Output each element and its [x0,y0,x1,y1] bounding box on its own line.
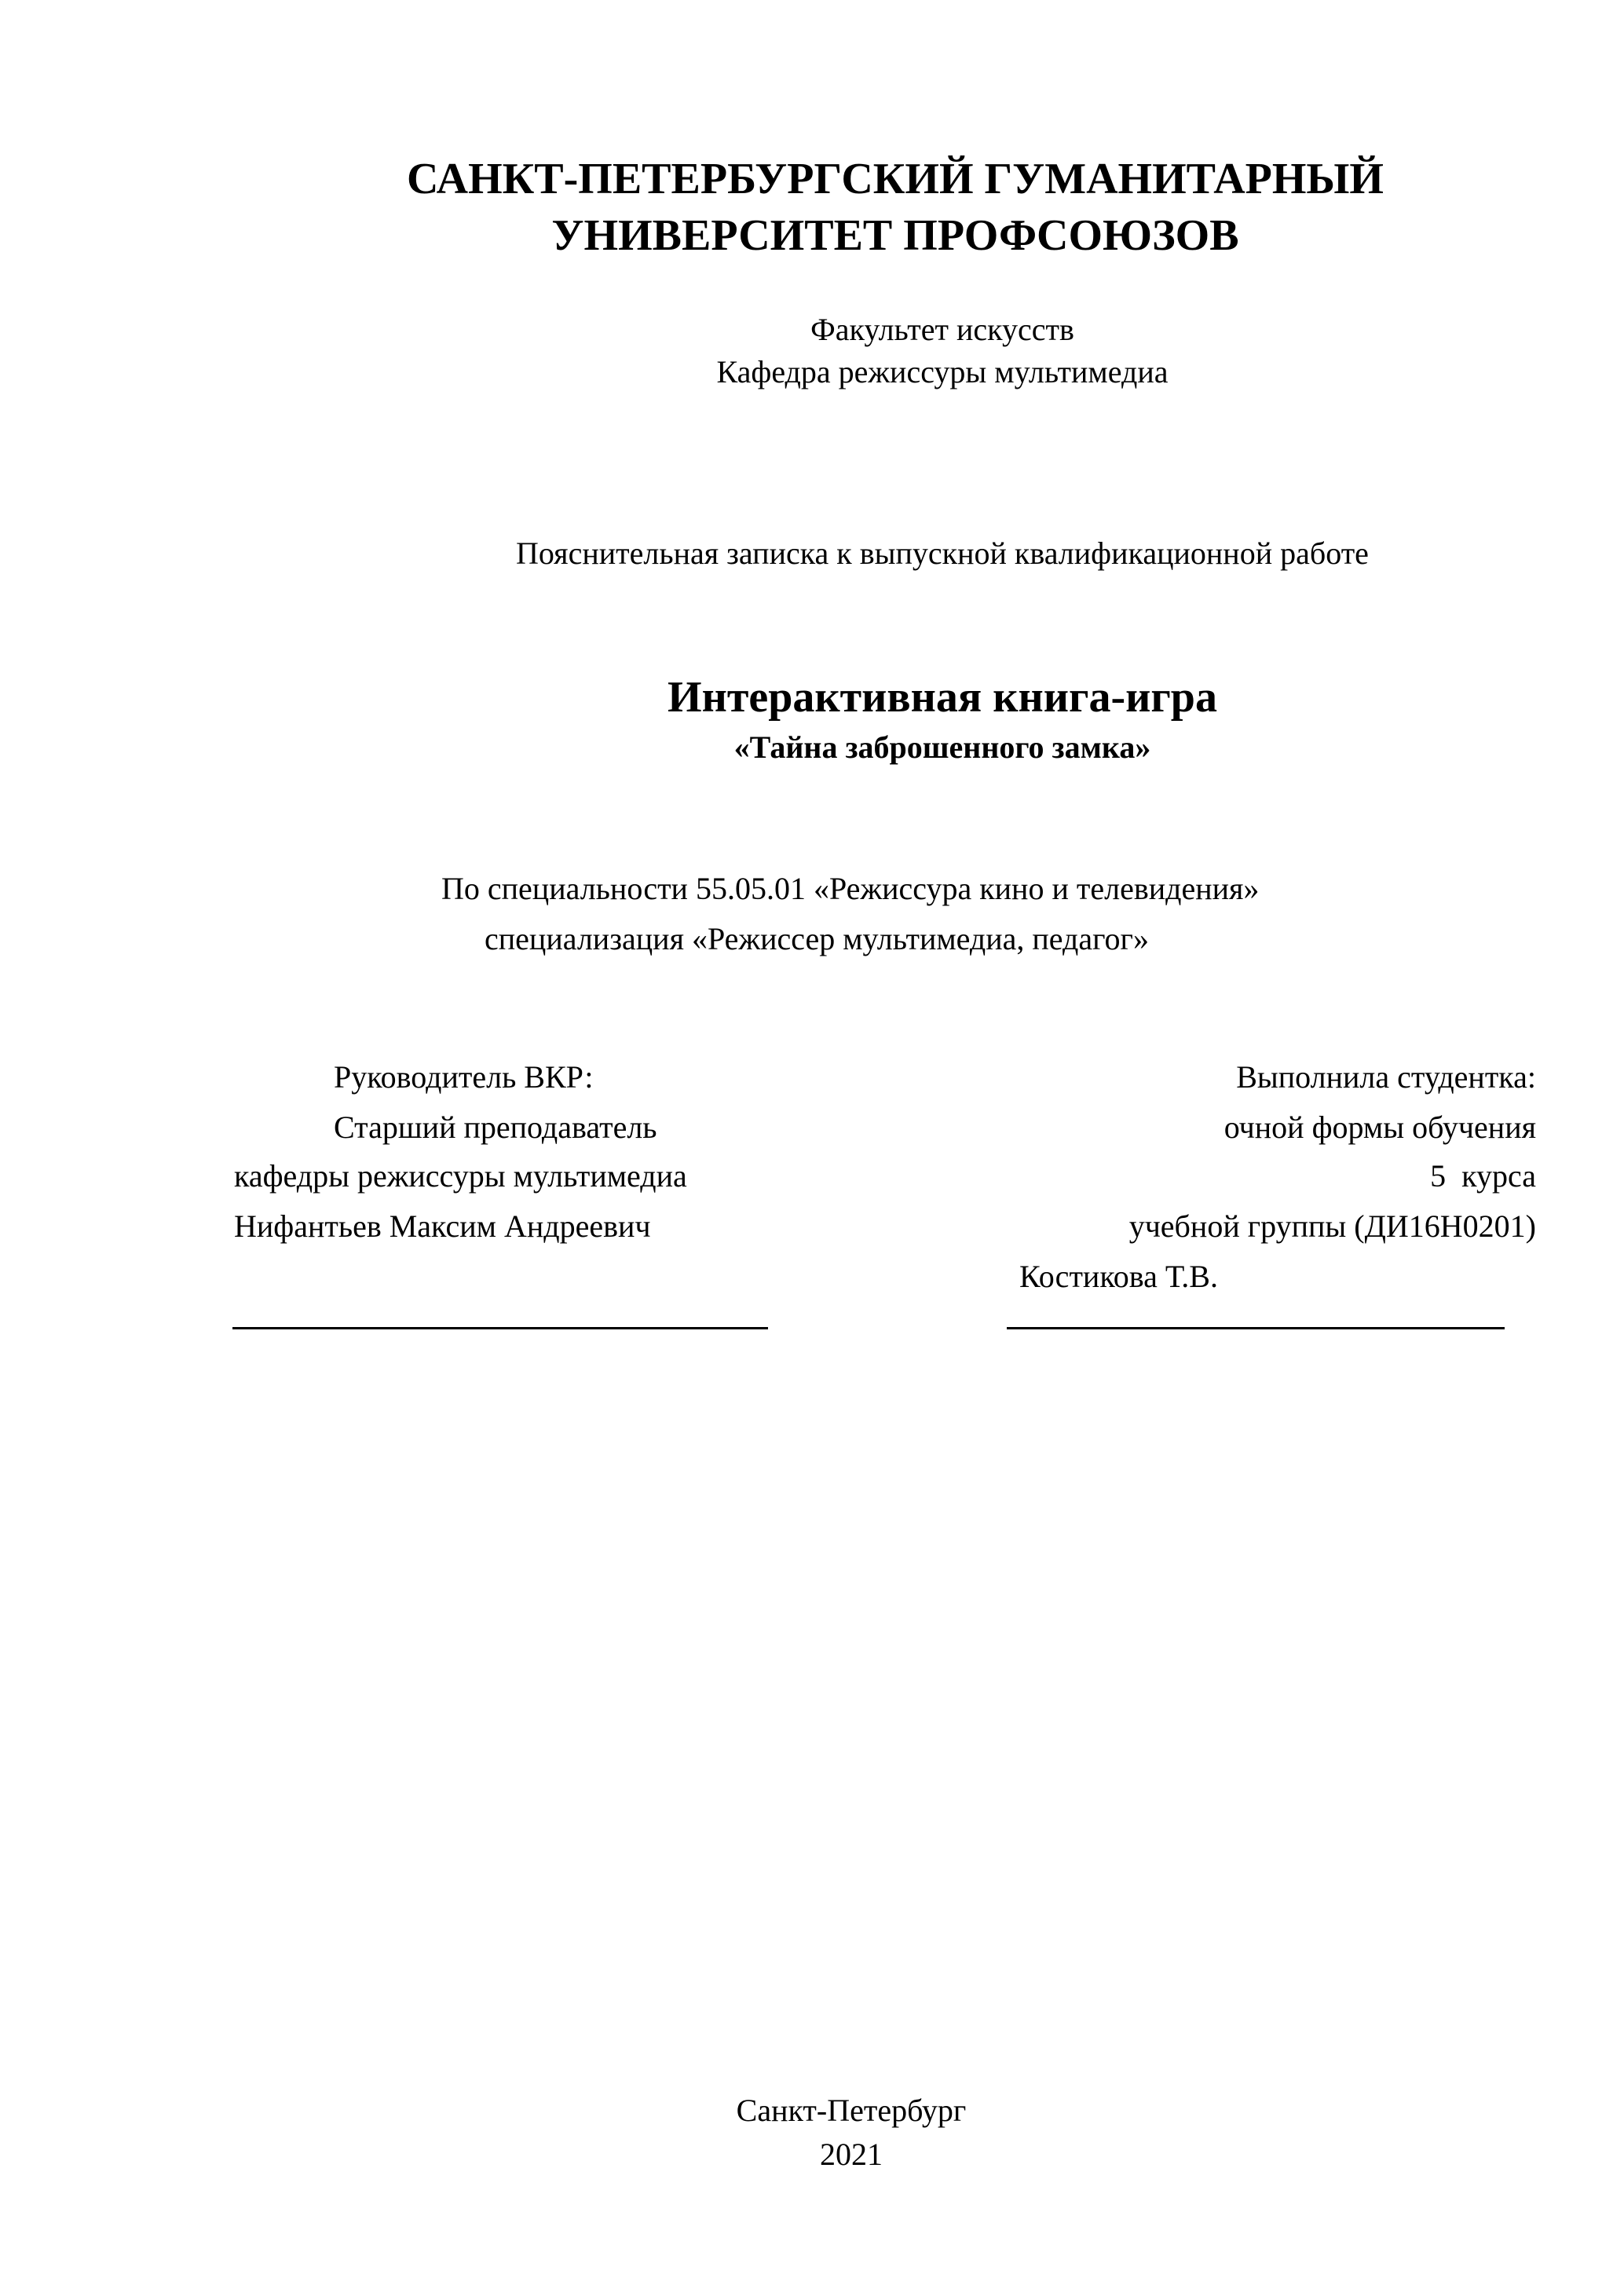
year: 2021 [820,2137,883,2172]
specialization-line: специализация «Режиссер мультимедиа, педагог» [485,921,1149,956]
student-heading: Выполнила студентка: [1236,1059,1536,1095]
specialty-line: По специальности 55.05.01 «Режиссура кино и телевидения» [441,871,1260,906]
student-group: учебной группы (ДИ16Н0201) [1128,1208,1536,1244]
supervisor-heading: Руководитель ВКР: [334,1059,594,1095]
supervisor-name: Нифантьев Максим Андреевич [234,1208,651,1244]
work-title: Интерактивная книга-игра [668,673,1217,722]
supervisor-position: Старший преподаватель [334,1110,657,1145]
department-name: Кафедра режиссуры мультимедиа [716,354,1169,389]
work-subtitle: «Тайна заброшенного замка» [733,729,1151,765]
student-course: 5 курса [1430,1158,1536,1194]
supervisor-signature-line [232,1327,768,1329]
supervisor-department: кафедры режиссуры мультимедиа [234,1158,687,1194]
university-name-line2: УНИВЕРСИТЕТ ПРОФСОЮЗОВ [551,211,1239,260]
university-name-line1: САНКТ-ПЕТЕРБУРГСКИЙ ГУМАНИТАРНЫЙ [407,155,1384,203]
document-type: Пояснительная записка к выпускной квалификационной работе [516,536,1369,571]
student-study-form: очной формы обучения [1223,1110,1536,1145]
student-name: Костикова Т.В. [1019,1259,1218,1294]
student-signature-line [1007,1327,1505,1329]
city: Санкт-Петербург [736,2093,967,2128]
faculty-name: Факультет искусств [810,312,1074,347]
